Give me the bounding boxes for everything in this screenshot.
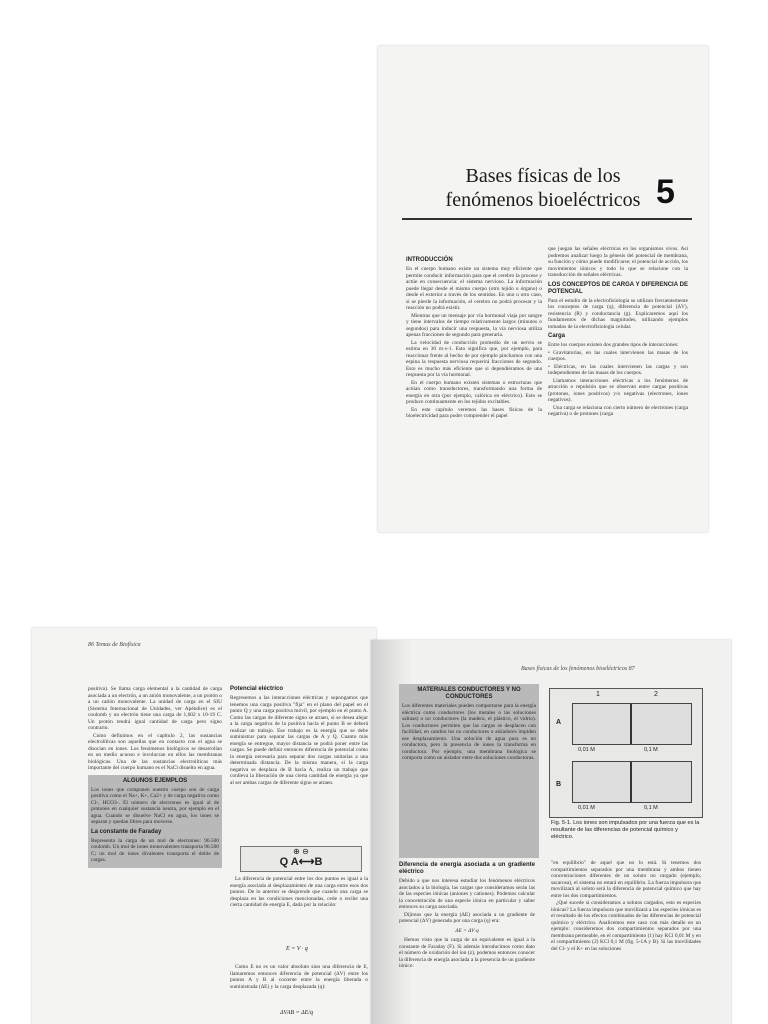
faraday-heading: La constante de Faraday bbox=[91, 828, 162, 835]
paragraph: Como definimos en el capítulo 2, las sustancias electrolíticas son aquellas que en contacto con el agua se disocian en iones. Los fenómenos biológicos se desarrollan en un medio acuoso e involucran en ellos las membranas biológicas. Una de las sustancias electrolíticas más importante del cuerpo humano es el NaCl disuelto en agua. bbox=[88, 732, 222, 771]
paragraph: que juegan las señales eléctricas en los organismos vivos. Así podremos analizar luego la génesis del potencial de membrana, su función y cómo puede modificarse; el potencial de acción, los movimientos iónicos y todo lo que se relacione con la transducción de señales eléctricas. bbox=[548, 246, 688, 278]
paragraph: Llamamos interacciones eléctricas a los fenómenos de atracción o repulsión que se observan entre cargas positivas (protones, iones positivos) y/o negativas (electrones, iones negativos). bbox=[548, 377, 688, 403]
section-heading: Potencial eléctrico bbox=[230, 686, 284, 692]
paragraph: positiva). Se llama carga elemental a la cantidad de carga asociada a un electrón, a un anión monovalente, a un protón o a un catión monovalente. La unidad de carga en el SIU (Sistema Internacional de Unidades, ver Apéndice) es el coulomb y un electrón tiene una carga de 1,602 x 10-19 C. Un protón tendrá igual cantidad de carga pero signo contrario. bbox=[88, 686, 222, 731]
charge-signs: ⊕ ⊖ bbox=[293, 847, 309, 856]
paragraph: Mientras que un mensaje por vía hormonal viaja por sangre y tiene intervalos de tiempo relativamente largos (minutos o segundos) para inducir una respuesta, la vía nerviosa utiliza apenas fracciones de segundo para generarla. bbox=[406, 312, 542, 338]
paragraph: "en equilibrio" de aquel que no lo está. Si tenemos dos compartimientos separados por una membrana y ambos tienen concentraciones diferentes de un soluto no cargado (ejemplo, sacarosa), el sistema no estará en equilibrio. La fuerza impulsora que movilizará al soluto será la diferencia de potencial químico que hay entre los dos compartimientos. bbox=[551, 860, 701, 899]
examples-box bbox=[88, 775, 222, 868]
conc-label-a2: 0,1 M bbox=[644, 747, 658, 753]
p2-right-column bbox=[230, 686, 368, 787]
conc-label-a1: 0,01 M bbox=[578, 747, 595, 753]
p2-right-column-cont bbox=[230, 876, 368, 910]
equation: ΔE = ΔV·q bbox=[455, 927, 479, 934]
paragraph: Dijimos que la energía (ΔE) asociada a un gradiente de potencial (ΔV) generado por una carga (q) era: bbox=[399, 911, 535, 924]
section-heading: INTRODUCCIÓN bbox=[406, 257, 453, 263]
paragraph: Hemos visto que la carga de un equivalente es igual a la constante de Faraday (F). Si además introducimos como dato el número de oxidación del ion (z), podemos entonces conocer la diferencia de energía asociada a la presencia de un gradiente iónico: bbox=[399, 937, 535, 969]
page-86 bbox=[32, 628, 376, 1024]
subsection-heading: Carga bbox=[548, 333, 566, 339]
paragraph: Una carga se relaciona con cierto número de electrones (carga negativa) o de protones (carga bbox=[548, 404, 688, 417]
box-text: Los iones que componen nuestro cuerpo son de carga positiva como el Na+, K+, Ca2+ y de carga negativa como Cl-, HCO3-. El número de electrones es igual al de protones en cualquier sustancia neutra, por ejemplo en el agua. Cuando se disuelve NaCl en agua, los iones se separan y quedan libres para moverse. bbox=[91, 786, 219, 825]
p1-right-column bbox=[548, 246, 688, 419]
faraday-text: Representa la carga de un mol de electrones: 96.500 coulomb. Un mol de iones monovalentes transporta 96.500 C; un mol de iones divalentes transporta el doble de cargas. bbox=[91, 837, 219, 863]
p2-left-column bbox=[88, 686, 222, 868]
running-head: 86 Temas de Biofísica bbox=[88, 642, 141, 648]
section-heading: LOS CONCEPTOS DE CARGA Y DIFERENCIA DE POTENCIAL bbox=[548, 281, 688, 295]
chapter-title-line2: fenómenos bioeléctricos bbox=[445, 189, 641, 211]
p3-right-column bbox=[551, 860, 701, 953]
vessel-a bbox=[572, 703, 692, 745]
paragraph: Para el estudio de la electrofisiología se utilizan frecuentemente los conceptos de carga (q), diferencia de potencial (ΔV), resistencia (R) y conductancia (g). Explicaremos aquí los fundamentos de dichas magnitudes, utilizando ejemplos tomados de la electrofisiología celular. bbox=[548, 297, 688, 330]
paragraph: Como E no es un valor absoluto sino una diferencia de E, llamaremos entonces diferencia de potencial (ΔV) entre los puntos A y B al cociente entre la energía liberada o suministrada (ΔE) y la carga desplazada (q): bbox=[230, 964, 368, 990]
compartment-label-1: 1 bbox=[596, 691, 600, 698]
paragraph: ¿Qué sucede si consideramos a solutos cargados, esto es especies iónicas? La fuerza impulsora que movilizará a las especies iónicas es el resultado de los efectos combinados de las diferencias de potencial químico y eléctrico. Analicemos este caso con más detalle en un ejemplo: consideremos dos compartimientos separados por una membrana permeable, en el compartimiento (1) hay KCl 0,01 M y en el compartimiento (2) KCl 0,1 M (fig. 5-1A y B). Si las movilidades del Cl- y el K+ en las soluciones bbox=[551, 900, 701, 952]
paragraph: Regresemos a las interacciones eléctricas y supongamos que tenemos una carga positiva "fija" en el plano del papel en el punto Q y una carga positiva móvil, por ejemplo en el punto A. Como las cargas de diferente signo se atraen, si se desea alejar a la carga negativa de la positiva hacia el punto B se deberá realizar un trabajo. Ese trabajo es la energía que se debe suministrar para separar las cargas de A y Q. Cuanto más energía se entregue, mayor distancia se podrá poner entre las cargas. Se puede definir entonces diferencia de potencial como la energía necesaria para separar dos cargas unitarias a una determinada distancia. De la misma manera, si la carga negativa se desplaza de B hacia A, realiza un trabajo que conlleva la liberación de una cierta cantidad de energía ya que al ser ambas cargas de diferente signo se atraen. bbox=[230, 695, 368, 786]
bullet-item: • Eléctricas, en las cuales intervienen las cargas y son independientes de las masas de los cuerpos. bbox=[548, 363, 688, 376]
p1-left-column bbox=[406, 254, 542, 421]
paragraph: En el cuerpo humano existe un sistema muy eficiente que permite conducir información para que el cerebro la procese y actúe en consecuencia: el sistema nervioso. La información puede llegar desde el mismo cuerpo (otro tejido u órgano) o desde el exterior a través de los sentidos. En uno u otro caso, si se pierde la información, el cerebro no podrá procesar y la reacción no podrá existir. bbox=[406, 266, 542, 311]
paragraph: En el cuerpo humano existen sistemas o estructuras que actúan como transductores, transformando una forma de energía en otra (por ejemplo, calórica en eléctrico). Esto se produce continuamente en los tejidos excitables. bbox=[406, 379, 542, 405]
title-rule bbox=[402, 218, 692, 220]
row-label-a: A bbox=[556, 719, 562, 726]
page-chapter-opening bbox=[378, 46, 708, 532]
paragraph: Debido a que nos interesa estudiar los fenómenos eléctricos asociados a la biología, las cargas que consideramos serán las de las especies iónicas (aniones y cationes). Podemos calcular la concentración de una especie iónica en particular y saber entonces su carga asociada. bbox=[399, 878, 535, 910]
charge-points: Q A⟷B bbox=[279, 856, 323, 868]
equation-potential: ΔVAB = ΔE/q bbox=[280, 1010, 313, 1016]
row-label-b: B bbox=[556, 781, 562, 788]
bullet-item: • Gravitatorias, en las cuales intervienen las masas de los cuerpos. bbox=[548, 349, 688, 362]
section-heading: Diferencia de energía asociada a un gradiente eléctrico bbox=[399, 862, 535, 875]
figure-caption: Fig. 5-1. Los iones son impulsados por una fuerza que es la resultante de las diferencias de potencial químico y eléctrico. bbox=[551, 820, 700, 840]
box-heading: MATERIALES CONDUCTORES Y NO CONDUCTORES bbox=[417, 687, 521, 700]
conc-label-b1: 0,01 M bbox=[578, 805, 595, 811]
paragraph: La velocidad de conducción promedio de un nervio se estima en 30 m·s-1. Esto significa que, por ejemplo, para reaccionar frente al hecho de por ejemplo pincharnos con una espina la respuesta nerviosa requerirá fracciones de segundo. Esto es mucho más eficiente que si dependiéramos de una respuesta por la vía hormonal. bbox=[406, 339, 542, 378]
membrane bbox=[630, 704, 632, 744]
chapter-title bbox=[438, 164, 648, 212]
p3-left-column bbox=[399, 862, 535, 971]
box-text: Los diferentes materiales pueden comportarse para la energía eléctrica como conductores (los metales o las soluciones salinas) o no conductores (la madera, el plástico, el vidrio). Los conductores permiten que las cargas se desplacen con facilidad, en cambio los no conductores o aisladores impiden ese desplazamiento. Una solución de agua pura es no conductora, pero la presencia de iones la transforma en conductora. Por ejemplo, una membrana biológica se comporta como un aislador entre dos soluciones conductoras. bbox=[402, 703, 536, 761]
figure-5-1 bbox=[549, 688, 703, 818]
box-heading: ALGUNOS EJEMPLOS bbox=[122, 777, 188, 784]
paragraph: La diferencia de potencial entre los dos puntos es igual a la energía asociada al desplazamiento de una carga entre esos dos puntos. De lo anterior se desprende que cuando una carga se desplaza en las condiciones mencionadas, cede o recibe una cierta cantidad de energía E, dada por la relación: bbox=[230, 876, 368, 908]
paragraph: En este capítulo veremos las bases físicas de la bioelectricidad para poder comprender el papel bbox=[406, 406, 542, 419]
vessel-b bbox=[572, 761, 692, 803]
equation-energy: E = V · q bbox=[286, 946, 308, 952]
conc-label-b2: 0,1 M bbox=[644, 805, 658, 811]
compartment-label-2: 2 bbox=[654, 691, 658, 698]
p2-right-column-cont2 bbox=[230, 964, 368, 991]
paragraph: Entre los cuerpos existen dos grandes tipos de interacciones: bbox=[548, 342, 679, 348]
membrane bbox=[630, 762, 632, 802]
page-87 bbox=[371, 640, 731, 1024]
running-head: Bases físicas de los fenómenos bioeléctricos 87 bbox=[521, 666, 635, 672]
chapter-number: 5 bbox=[656, 173, 675, 211]
chapter-title-line1: Bases físicas de los bbox=[465, 165, 621, 187]
charge-diagram bbox=[240, 846, 362, 872]
conductors-box bbox=[399, 684, 539, 858]
